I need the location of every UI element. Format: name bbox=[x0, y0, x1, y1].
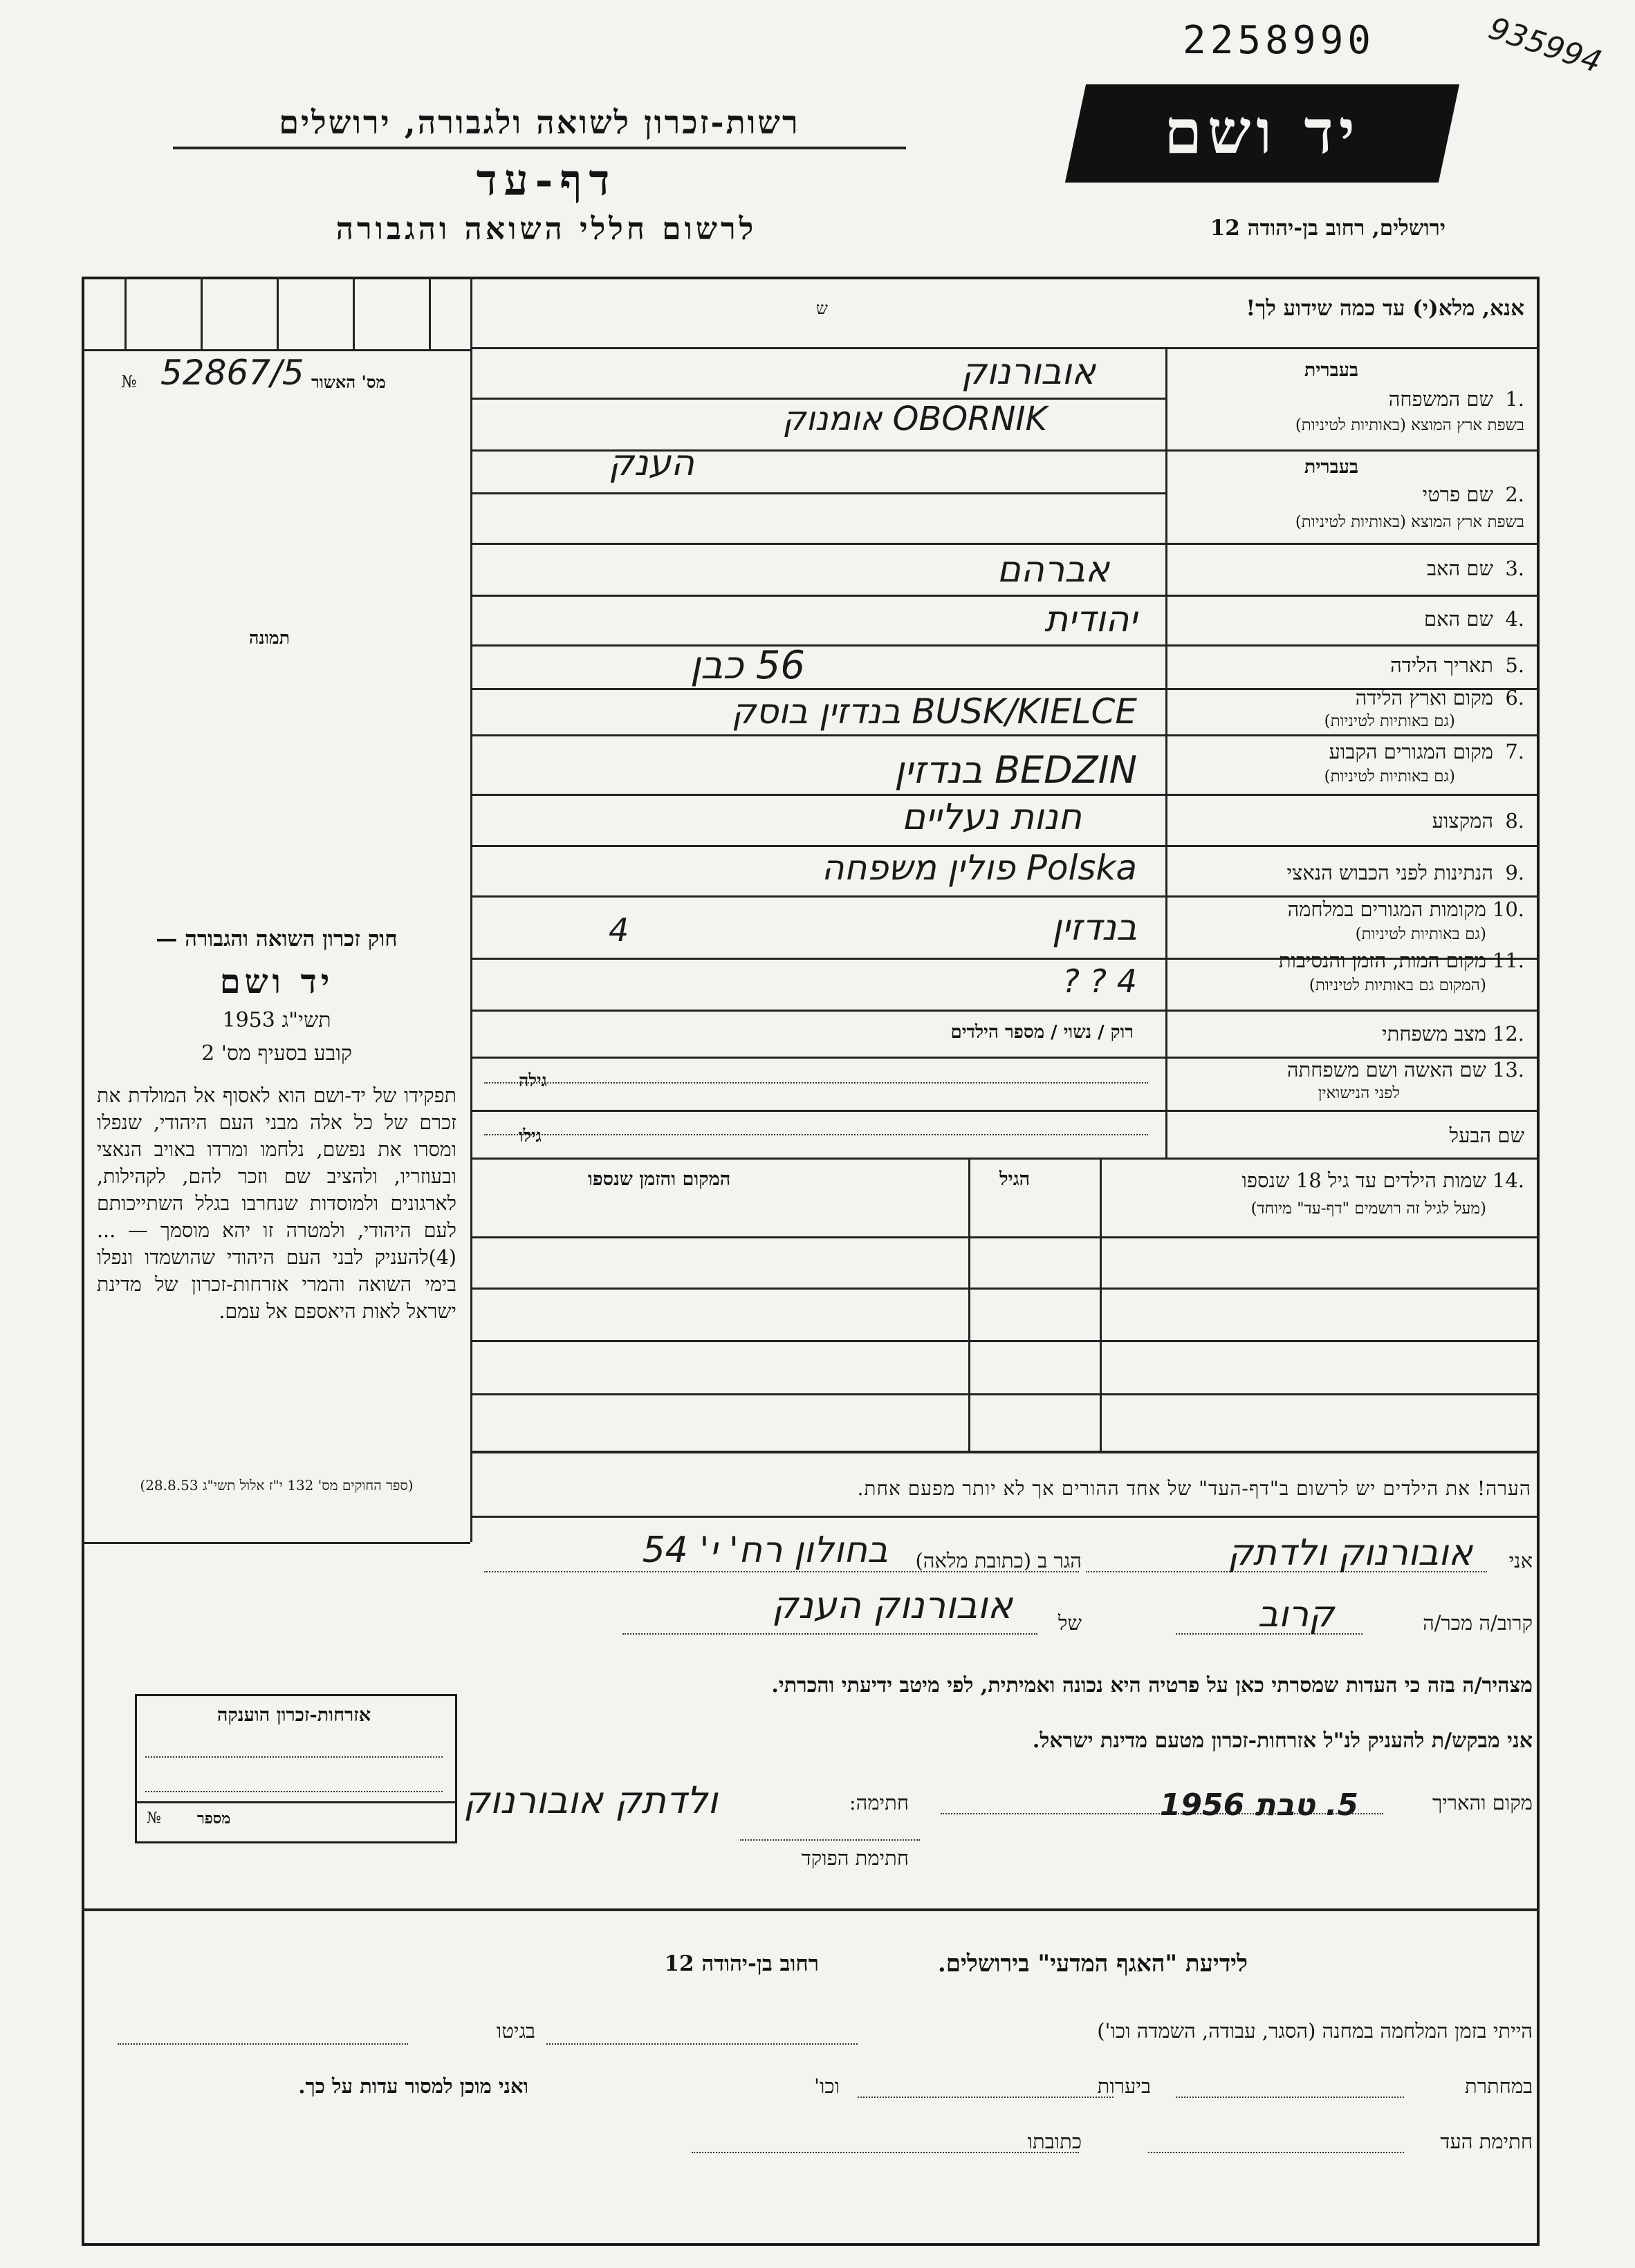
row7-answer: BEDZIN בנדזין bbox=[894, 748, 1137, 792]
row4-label: שם האם bbox=[1423, 607, 1493, 631]
row10-label: מקומות המגורים במלחמה bbox=[1287, 898, 1486, 921]
row8-num: 8. bbox=[1505, 809, 1524, 833]
row6-num: 6. bbox=[1505, 686, 1524, 709]
footer-line3-a: חתימת העד bbox=[1440, 2130, 1533, 2153]
law-title: חוק זכרון השואה והגבורה — bbox=[156, 927, 398, 951]
row2-label: שם פרטי bbox=[1422, 483, 1493, 506]
row13-age-label: גילה bbox=[519, 1070, 547, 1090]
row1-num: 1. bbox=[1505, 387, 1524, 411]
husband-age-label: גילו bbox=[519, 1126, 542, 1146]
row13-label: שם האשה ושם משפחתה bbox=[1286, 1058, 1486, 1081]
row1-answer: אובורנוק bbox=[961, 351, 1096, 393]
row4-answer: יהודית bbox=[1044, 599, 1137, 640]
row10-num: 10. bbox=[1492, 898, 1524, 921]
form-request: אנא, מלא(י) עד כמה שידוע לך! bbox=[1246, 296, 1524, 321]
logo-text: יד ושם bbox=[1164, 95, 1360, 167]
row12-label: מצב משפחתי bbox=[1382, 1022, 1486, 1045]
footer-line1: הייתי בזמן המלחמה במחנה (הסגר, עבודה, השמדה וכו') bbox=[1097, 2019, 1533, 2043]
children-num: 14. bbox=[1492, 1169, 1524, 1192]
row6-sub: (גם באותיות לטיניות) bbox=[1324, 712, 1455, 730]
row9-answer: Polska פולין משפחה bbox=[821, 848, 1137, 888]
footer-address: רחוב בן-יהודה 12 bbox=[664, 1951, 819, 1976]
decl-residing-label: הגר ב (כתובת מלאה) bbox=[915, 1549, 1082, 1572]
law-clause: קובע בסעיף מס' 2 bbox=[201, 1041, 352, 1066]
row10-answer-mark: 4 bbox=[609, 911, 629, 949]
serial-number: 2258990 bbox=[1183, 18, 1376, 63]
row12-num: 12. bbox=[1492, 1022, 1524, 1045]
authority-title: רשות-זכרון לשואה ולגבורה, ירושלים bbox=[279, 104, 800, 141]
record-no-label: № bbox=[121, 372, 137, 391]
row8-answer: חנות נעליים bbox=[901, 797, 1082, 838]
decl-signature-value: ולדתק אובורנוק bbox=[463, 1778, 718, 1822]
children-note: הערה! את הילדים יש לרשום ב"דף-העד" של אחד ההורים אך לא יותר מפעם אחת. bbox=[857, 1477, 1531, 1500]
row12-status-options: רוק / נשוי / מספר הילדים bbox=[950, 1022, 1134, 1043]
footer-line3-b: כתובתו bbox=[1027, 2130, 1082, 2153]
children-label: שמות הילדים עד גיל 18 שנספו bbox=[1241, 1169, 1486, 1192]
row1-sub: בשפת ארץ המוצא (באותיות לטיניות) bbox=[1295, 416, 1524, 434]
decl-of-label: של bbox=[1057, 1611, 1082, 1635]
footer-line1-end: בגיטו bbox=[496, 2019, 535, 2043]
husband-label: שם הבעל bbox=[1449, 1124, 1524, 1147]
decl-signature-label: חתימה: bbox=[849, 1791, 909, 1814]
row13-num: 13. bbox=[1492, 1058, 1524, 1081]
footer-line2-a: במחתרת bbox=[1465, 2074, 1533, 2098]
row7-sub: (גם באותיות לטיניות) bbox=[1324, 768, 1455, 786]
row13-sub: לפני הנישואין bbox=[1318, 1084, 1400, 1102]
number-no: № bbox=[147, 1810, 161, 1827]
decl-officer-label: חתימת הפוקד bbox=[801, 1846, 909, 1870]
row9-label: הנתינות לפני הכבוש הנאצי bbox=[1286, 861, 1493, 884]
law-year: תשי"ג 1953 bbox=[222, 1008, 331, 1032]
row10-answer: בנדזין bbox=[1051, 907, 1137, 949]
footer-line2-b: ביערות bbox=[1097, 2074, 1151, 2098]
record-label: מס' האשור bbox=[311, 372, 386, 392]
decl-i-value: אובורנוק ולדתק bbox=[1227, 1532, 1472, 1574]
row7-label: מקום המגורים הקבוע bbox=[1329, 740, 1493, 763]
form-title: דף-עד bbox=[476, 155, 617, 205]
footer-line2-end: ואני מוכן למסור עדות על כך. bbox=[298, 2074, 528, 2098]
law-name: יד ושם bbox=[219, 963, 334, 1001]
address: ירושלים, רחוב בן-יהודה 12 bbox=[1210, 216, 1445, 241]
photo-label: תמונה bbox=[249, 628, 290, 648]
law-text: תפקידו של יד-ושם הוא לאסוף אל המולדת את זכרם של כל אלה מבני העם היהודי, שנפלו ומסרו את נפשם, נלחמו ומרדו באויב הנאצי ובעוזריו, ולהציב שם וזכר להם, לקהילות, לארגונים ולמוסדות שנחרבו בגלל השתייכותם לעם היהודי, ולמטרה זו יהא מוסמך — ...(4)להעניק לבני העם היהודי שהושמדו ונפלו בימי השואה והמרי אזרחות-זכרון של מדינת ישראל לאות היאספם אל עמם. bbox=[97, 1084, 456, 1323]
decl-i-label: אני bbox=[1508, 1549, 1533, 1572]
row10-sub: (גם באותיות לטיניות) bbox=[1355, 925, 1486, 943]
row2-sub: בשפת ארץ המוצא (באותיות לטיניות) bbox=[1295, 513, 1524, 531]
row1-label: שם המשפחה bbox=[1388, 387, 1493, 411]
decl-of-value: אובורנוק הענק bbox=[771, 1583, 1013, 1627]
law-ref: (ספר החוקים מס' 132 י"ז אלול תשי"ג 28.8.53) bbox=[140, 1477, 414, 1494]
row2-hebrew-tag: בעברית bbox=[1304, 456, 1358, 478]
decl-request: אני מבקש/ת להעניק לנ"ל אזרחות-זכרון מטעם מדינת ישראל. bbox=[1032, 1729, 1533, 1753]
footer-line2-c: וכו' bbox=[814, 2074, 840, 2098]
row6-answer: BUSK/KIELCE בנדזין בוסק bbox=[731, 691, 1137, 732]
row11-num: 11. bbox=[1492, 949, 1524, 972]
row6-label: מקום וארץ הלידה bbox=[1355, 686, 1493, 709]
decl-date-value: 5. טבת 1956 bbox=[1159, 1787, 1358, 1823]
row3-label: שם האב bbox=[1427, 557, 1493, 580]
form-subtitle: לרשום חללי השואה והגבורה bbox=[335, 212, 757, 247]
children-col-place: המקום והזמן שנספו bbox=[588, 1169, 731, 1190]
children-sub: (מעל לגיל זה רושמים "דף-עד" מיוחד) bbox=[1250, 1200, 1486, 1218]
row5-answer: 56 כבן bbox=[690, 643, 805, 688]
children-col-age: הגיל bbox=[999, 1169, 1031, 1190]
row3-num: 3. bbox=[1505, 557, 1524, 580]
decl-attest: מצהיר/ה בזה כי העדות שמסרתי כאן על פרטיה היא נכונה ואמיתית, לפי מיטב ידיעתי והכרתי. bbox=[771, 1673, 1533, 1698]
row2-answer: הענק bbox=[608, 443, 694, 484]
decl-relation-value: קרוב bbox=[1257, 1594, 1334, 1635]
row11-answer: 4 ? ? bbox=[1062, 963, 1137, 1000]
row5-label: תאריך הלידה bbox=[1390, 653, 1493, 677]
decl-relation-label: קרוב/ה מכר/ה bbox=[1423, 1611, 1533, 1635]
row11-label: מקום המות, הזמן והנסיבות bbox=[1278, 949, 1486, 972]
footer-title: לידיעת "האגף המדעי" בירושלים. bbox=[937, 1950, 1248, 1978]
number-label: מספר bbox=[197, 1810, 231, 1828]
citizenship-label: אזרחות-זכרון הוענקה bbox=[216, 1704, 371, 1726]
decl-place-date-label: מקום והאריך bbox=[1432, 1791, 1533, 1814]
row2-num: 2. bbox=[1505, 483, 1524, 506]
row7-num: 7. bbox=[1505, 740, 1524, 763]
row3-answer: אברהם bbox=[997, 549, 1109, 591]
row11-sub: (המקום גם באותיות לטיניות) bbox=[1309, 976, 1486, 994]
row1-hebrew-tag: בעברית bbox=[1304, 360, 1358, 381]
corner-note: 935994 bbox=[1484, 10, 1606, 80]
row8-label: המקצוע bbox=[1432, 809, 1493, 833]
row5-num: 5. bbox=[1505, 653, 1524, 677]
record-value: 52867/5 bbox=[160, 353, 304, 393]
decl-residing-value: בחולון רח' י' 54 bbox=[642, 1530, 888, 1571]
row9-num: 9. bbox=[1505, 861, 1524, 884]
form-mark: ש bbox=[816, 299, 828, 318]
row4-num: 4. bbox=[1505, 607, 1524, 631]
row1-answer2: OBORNIK אומנוק bbox=[782, 400, 1047, 438]
